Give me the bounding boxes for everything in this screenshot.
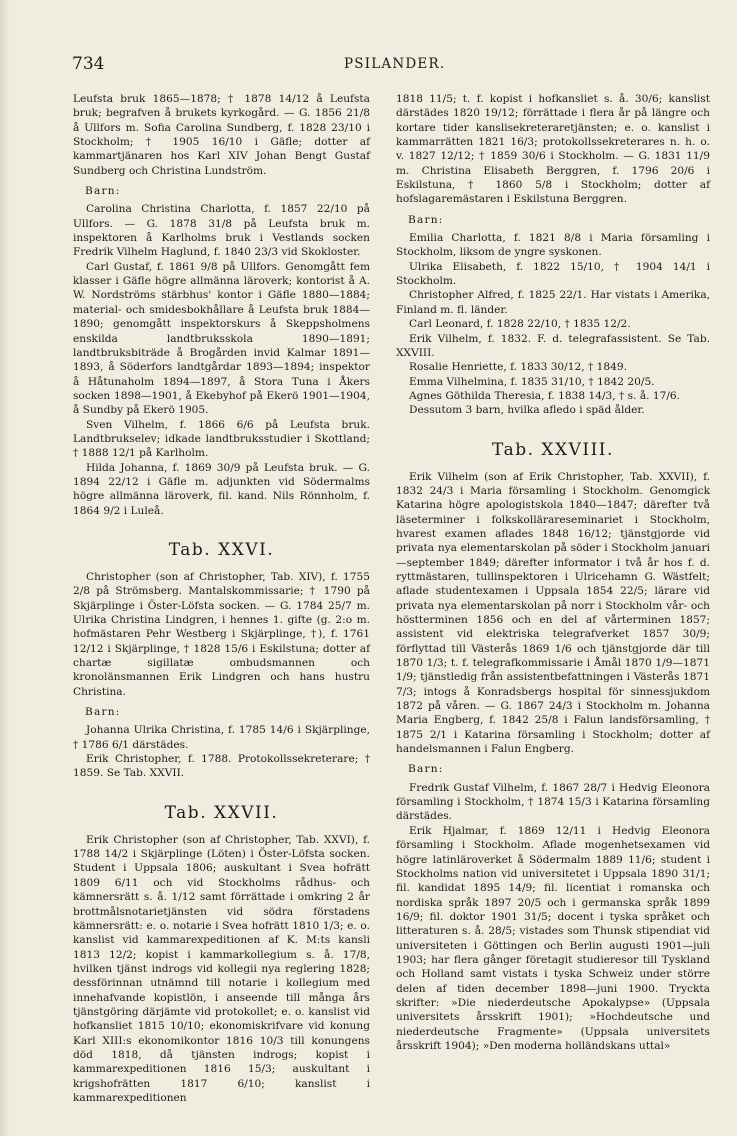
table-heading: Tab. XXVIII. xyxy=(492,439,614,460)
table-heading: Tab. XXVII. xyxy=(164,802,279,823)
paragraph: 1818 11/5; t. f. kopist i hofkansliet s. å. 30/6; kanslist därstädes 1820 19/12; förrättade i flera år på längre och kortare tider kanslisekreteraretjänsten; e. o. kanslist i kammarrätten 1821 16/3; protokollssekreterares n. h. o. v. 1827 12/12; † 1859 30/6 i Stockholm. — G. 1831 11/9 m. Christina Elisabeth Berggren, f. 1796 20/6 i Eskilstuna, † 1860 5/8 i Stockholm; dotter af hofslagaremästaren i Eskilstuna Berggren. xyxy=(396,93,710,206)
children-heading: Barn: xyxy=(408,213,444,226)
paragraph: Johanna Ulrika Christina, f. 1785 14/6 i Skjärplinge, † 1786 6/1 därstädes. xyxy=(73,724,370,751)
paragraph: Emma Vilhelmina, f. 1835 31/10, † 1842 20/5. xyxy=(409,375,655,388)
children-heading: Barn: xyxy=(408,763,444,776)
paragraph: Erik Vilhelm (son af Erik Christopher, Tab. XXVII), f. 1832 24/3 i Maria församling i Stockholm. Genomgick Katarina högre apologistskola 1840—1847; därefter två läseterminer i folkskollärareseminariet i Stockholm, hvarest examen aflades 1848 16/12; tjänstgjorde vid privata nya elementarskolan på söder i Stockholm januari—september 1849; därefter informator i två år hos f. d. ryttmästaren, tullinspektoren i Ulricehamn G. Wästfelt; aflade studentexamen i Uppsala 1854 22/5; lärare vid privata nya elementarskolan på norr i Stockholm vår- och höstterminen 1856 och en del af vårterminen 1857; assistent vid elektriska telegrafverket 1857 30/9; förflyttad till Västerås 1869 1/6 och tjänstgjorde där till 1870 1/3; t. f. telegrafkommissarie i Åmål 1870 1/9—1871 1/9; tjänstledig från assistentbefattningen i Västerås 1871 7/3; intogs å Konradsbergs hospital för sinnessjukdom 1872 på våren. — G. 1867 24/3 i Stockholm m. Johanna Maria Engberg, f. 1842 25/8 i Falun landsförsamling, † 1875 2/1 i Katarina församling i Stockholm; dotter af handelsmannen i Falun Engberg. xyxy=(396,470,710,756)
paragraph: Hilda Johanna, f. 1869 30/9 på Leufsta bruk. — G. 1894 22/12 i Gäfle m. adjunkten vid Södermalms högre allmänna läroverk, fil. kand. Nils Rönnholm, f. 1864 9/2 i Luleå. xyxy=(73,461,370,517)
paragraph: Carolina Christina Charlotta, f. 1857 22/10 på Ullfors. — G. 1878 31/8 på Leufsta bruk m. inspektoren å Karlholms bruk i Vestlands socken Fredrik Vilhelm Haglund, f. 1840 23/3 vid Skokloster. xyxy=(73,203,370,259)
table-heading: Tab. XXVI. xyxy=(168,539,275,560)
page-edge-shadow xyxy=(0,0,10,1136)
paragraph: Erik Vilhelm, f. 1832. F. d. telegrafassistent. Se Tab. XXVIII. xyxy=(396,332,710,359)
paragraph: Christopher Alfred, f. 1825 22/1. Har vistats i Amerika, Finland m. fl. länder. xyxy=(396,289,710,316)
children-heading: Barn: xyxy=(85,706,121,719)
paragraph: Fredrik Gustaf Vilhelm, f. 1867 28/7 i Hedvig Eleonora församling i Stockholm, † 1874 15/3 i Katarina församling därstädes. xyxy=(396,781,710,823)
paragraph: Agnes Göthilda Theresia, f. 1838 14/3, † s. å. 17/6. xyxy=(409,389,681,402)
paragraph: Erik Christopher, f. 1788. Protokollssekreterare; † 1859. Se Tab. XXVII. xyxy=(73,753,370,780)
paragraph: Carl Leonard, f. 1828 22/10, † 1835 12/2. xyxy=(409,318,631,331)
paragraph: Dessutom 3 barn, hvilka afledo i späd ålder. xyxy=(409,404,645,417)
paragraph: Erik Hjalmar, f. 1869 12/11 i Hedvig Eleonora församling i Stockholm. Aflade mogenhetsexamen vid högre latinläroverket å Södermalm 1889 11/6; student i Stockholms nation vid universitetet i Uppsala 1890 31/1; fil. kandidat 1895 14/9; fil. licentiat i romanska och nordiska språk 1897 20/5 och i germanska språk 1899 16/9; fil. doktor 1901 31/5; docent i tyska språket och litteraturen s. å. 28/5; vistades som Thunsk stipendiat vid universiteten i Göttingen och Berlin augusti 1901—juli 1903; har flera gånger företagit studieresor till Tyskland och Holland samt vistats i tyska Schweiz under större delen af tiden december 1898—juni 1900. Tryckta skrifter: »Die niederdeutsche Apokalypse» (Uppsala universitets årsskrift 1901); »Hochdeutsche und niederdeutsche Fragmente» (Uppsala universitets årsskrift 1904); »Den moderna holländskans uttal» xyxy=(396,824,710,1052)
paragraph: Erik Christopher (son af Christopher, Tab. XXVI), f. 1788 14/2 i Skjärplinge (Löten) i Öster-Löfsta socken. Student i Uppsala 1806; auskultant i Svea hofrätt 1809 6/11 och vid Stockholms rådhus- och kämnersrätt s. å. 1/12 samt förrättade i omkring 2 år brottmålsnotarietjänsten vid södra förstadens kämnersrätt: e. o. notarie i Svea hofrätt 1810 1/3; e. o. kanslist vid kammarexpeditionen af K. M:ts kansli 1813 12/2; kopist i kammarkollegium s. å. 17/8, hvilken tjänst indrogs vid kollegii nya reglering 1828; dessförinnan utnämnd till notarie i kollegium med innehafvande kopistlön, i anseende till många års tjänstgöring därjämte vid protokollet; e. o. kanslist vid hofkansliet 1815 10/10; ekonomiskrifvare vid konung Karl XIII:s ekonomikontor 1816 10/3 till konungens död 1818, då tjänsten indrogs; kopist i kammarexpeditionen 1816 15/3; auskultant i krigshofrätten 1817 6/10; kanslist i kammarexpeditionen xyxy=(73,833,370,1104)
paragraph: Rosalie Henriette, f. 1833 30/12, † 1849. xyxy=(409,361,627,374)
paragraph: Ulrika Elisabeth, f. 1822 15/10, † 1904 14/1 i Stockholm. xyxy=(396,260,710,288)
paragraph: Carl Gustaf, f. 1861 9/8 på Ullfors. Genomgått fem klasser i Gäfle högre allmänna läroverk; kontorist å A. W. Nordströms stärbhus' kontor i Gäfle 1880—1884; material- och smidesbokhållare å Leufsta bruk 1884—1890; genomgått inspektorskurs å Skeppsholmens enskilda landtbruksskola 1890—1891; landtbruksbiträde å Brogården invid Kalmar 1891—1893, å Söderfors landtgårdar 1893—1894; inspektor å Håtunaholm 1894—1897, å Stora Tuna i Åkers socken 1898—1901, å Ekebyhof på Ekerö 1901—1904, å Sundby på Ekerö 1905. xyxy=(73,260,370,417)
running-title: PSILANDER. xyxy=(344,56,446,72)
paragraph: Emilia Charlotta, f. 1821 8/8 i Maria församling i Stockholm, liksom de yngre syskonen. xyxy=(396,232,710,259)
paragraph: Leufsta bruk 1865—1878; † 1878 14/12 å Leufsta bruk; begrafven å brukets kyrkogård. — G. 1856 21/8 å Ullfors m. Sofia Carolina Sundberg, f. 1828 23/10 i Stockholm; † 1905 16/10 i Gäfle; dotter af kammartjänaren hos Karl XIV Johan Bengt Gustaf Sundberg och Christina Lundström. xyxy=(73,93,370,177)
children-heading: Barn: xyxy=(85,185,121,198)
page-header xyxy=(72,54,707,76)
right-column xyxy=(396,92,710,1053)
paragraph: Sven Vilhelm, f. 1866 6/6 på Leufsta bruk. Landtbrukselev; idkade landtbruksstudier i Skottland; † 1888 12/1 på Karlholm. xyxy=(73,418,370,460)
paragraph: Christopher (son af Christopher, Tab. XIV), f. 1755 2/8 på Strömsberg. Mantalskommissarie; † 1790 på Skjärplinge i Öster-Löfsta socken. — G. 1784 25/7 m. Ulrika Christina Lindgren, i hennes 1. gifte (g. 2:o m. hofmästaren Pehr Westberg i Skjärplinge, †), f. 1761 12/12 i Skjärplinge, † 1828 15/6 i Eskilstuna; dotter af chartæ sigillatæ ombudsmannen och kronolänsmannen Erik Lindgren och hans hustru Christina. xyxy=(73,570,370,698)
left-column xyxy=(73,92,370,1105)
page-number: 734 xyxy=(72,54,105,74)
